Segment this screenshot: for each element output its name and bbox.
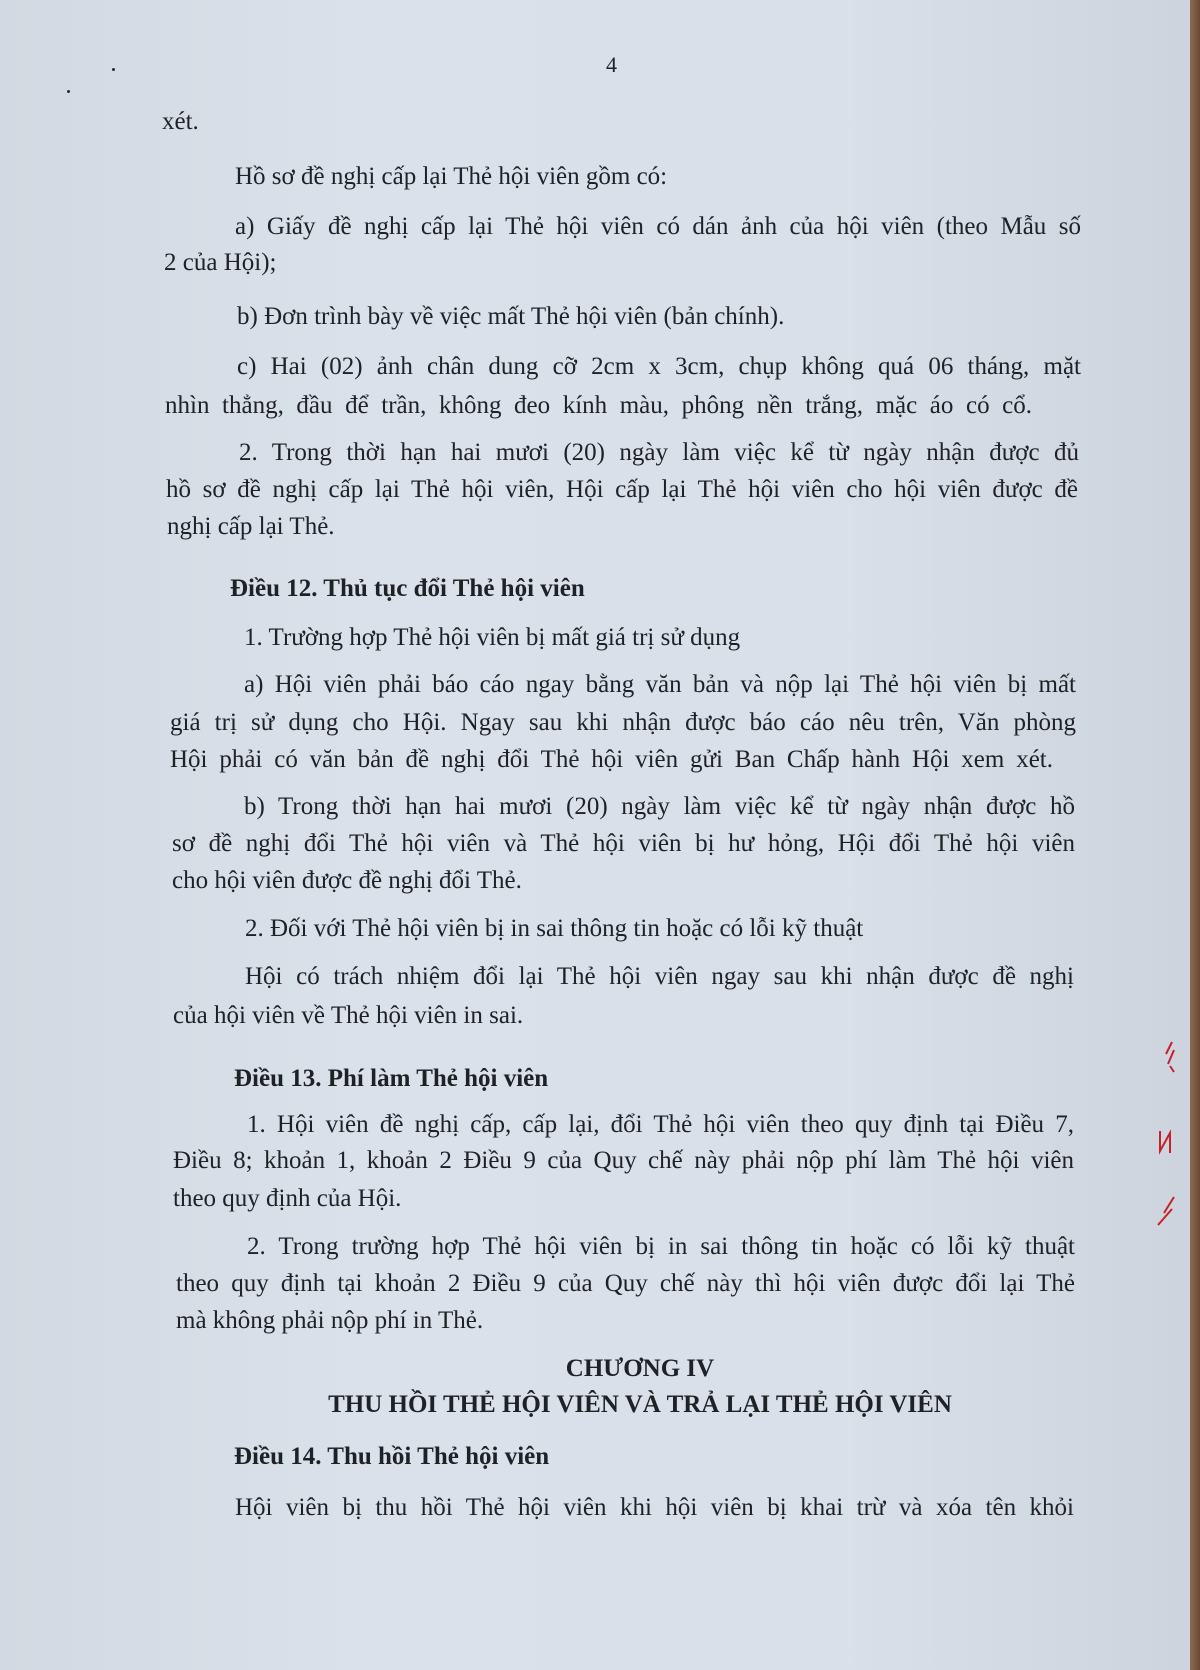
text-line: 1. Hội viên đề nghị cấp, cấp lại, đổi Thẻ hội viên theo quy định tại Điều 7,: [247, 1111, 1074, 1138]
article-heading: Điều 13. Phí làm Thẻ hội viên: [234, 1065, 549, 1092]
text-line: xét.: [162, 108, 199, 135]
text-line: Hội có trách nhiệm đổi lại Thẻ hội viên ngay sau khi nhận được đề nghị: [245, 963, 1074, 990]
paper-speck: [67, 90, 70, 93]
text-line: nhìn thẳng, đầu để trần, không đeo kính màu, phông nền trắng, mặc áo có cổ.: [165, 392, 1032, 419]
paper-speck: [112, 68, 115, 71]
text-line: theo quy định tại khoản 2 Điều 9 của Quy chế này thì hội viên được đổi lại Thẻ: [176, 1270, 1075, 1297]
text-line: a) Giấy đề nghị cấp lại Thẻ hội viên có dán ảnh của hội viên (theo Mẫu số: [235, 213, 1081, 240]
text-line: c) Hai (02) ảnh chân dung cỡ 2cm x 3cm, chụp không quá 06 tháng, mặt: [237, 353, 1081, 380]
red-pen-mark: [1152, 1195, 1178, 1229]
text-line: 2 của Hội);: [164, 249, 277, 276]
text-line: Hội viên bị thu hồi Thẻ hội viên khi hội viên bị khai trừ và xóa tên khỏi: [235, 1494, 1074, 1521]
chapter-title: THU HỒI THẺ HỘI VIÊN VÀ TRẢ LẠI THẺ HỘI VIÊN: [328, 1391, 952, 1418]
article-heading: Điều 14. Thu hồi Thẻ hội viên: [234, 1443, 550, 1470]
text-line: 1. Trường hợp Thẻ hội viên bị mất giá trị sử dụng: [244, 624, 741, 651]
text-line: hồ sơ đề nghị cấp lại Thẻ hội viên, Hội cấp lại Thẻ hội viên cho hội viên được đề: [166, 476, 1078, 503]
page-number: 4: [606, 52, 617, 77]
text-line: Hồ sơ đề nghị cấp lại Thẻ hội viên gồm có:: [235, 163, 668, 190]
text-line: 2. Trong trường hợp Thẻ hội viên bị in sai thông tin hoặc có lỗi kỹ thuật: [247, 1233, 1075, 1260]
text-line: sơ đề nghị đổi Thẻ hội viên và Thẻ hội viên bị hư hỏng, Hội đổi Thẻ hội viên: [172, 830, 1075, 857]
text-line: cho hội viên được đề nghị đổi Thẻ.: [172, 867, 522, 894]
red-pen-mark: [1152, 1040, 1178, 1074]
text-line: a) Hội viên phải báo cáo ngay bằng văn bản và nộp lại Thẻ hội viên bị mất: [244, 671, 1076, 698]
article-heading: Điều 12. Thủ tục đổi Thẻ hội viên: [230, 575, 585, 602]
text-line: nghị cấp lại Thẻ.: [167, 513, 335, 540]
text-line: mà không phải nộp phí in Thẻ.: [176, 1307, 484, 1334]
text-line: theo quy định của Hội.: [173, 1185, 402, 1212]
text-line: 2. Đối với Thẻ hội viên bị in sai thông tin hoặc có lỗi kỹ thuật: [245, 915, 864, 942]
text-line: Điều 8; khoản 1, khoản 2 Điều 9 của Quy chế này phải nộp phí làm Thẻ hội viên: [173, 1147, 1074, 1174]
text-line: b) Đơn trình bày về việc mất Thẻ hội viên (bản chính).: [237, 303, 785, 330]
text-line: giá trị sử dụng cho Hội. Ngay sau khi nhận được báo cáo nêu trên, Văn phòng: [170, 709, 1076, 736]
text-line: Hội phải có văn bản đề nghị đổi Thẻ hội viên gửi Ban Chấp hành Hội xem xét.: [170, 746, 1053, 773]
text-line: của hội viên về Thẻ hội viên in sai.: [173, 1002, 524, 1029]
red-pen-mark: [1152, 1125, 1178, 1159]
text-line: 2. Trong thời hạn hai mươi (20) ngày làm việc kể từ ngày nhận được đủ: [239, 439, 1079, 466]
chapter-number: CHƯƠNG IV: [565, 1355, 715, 1382]
text-line: b) Trong thời hạn hai mươi (20) ngày làm việc kể từ ngày nhận được hồ: [244, 793, 1075, 820]
page-edge: [1190, 0, 1200, 1670]
